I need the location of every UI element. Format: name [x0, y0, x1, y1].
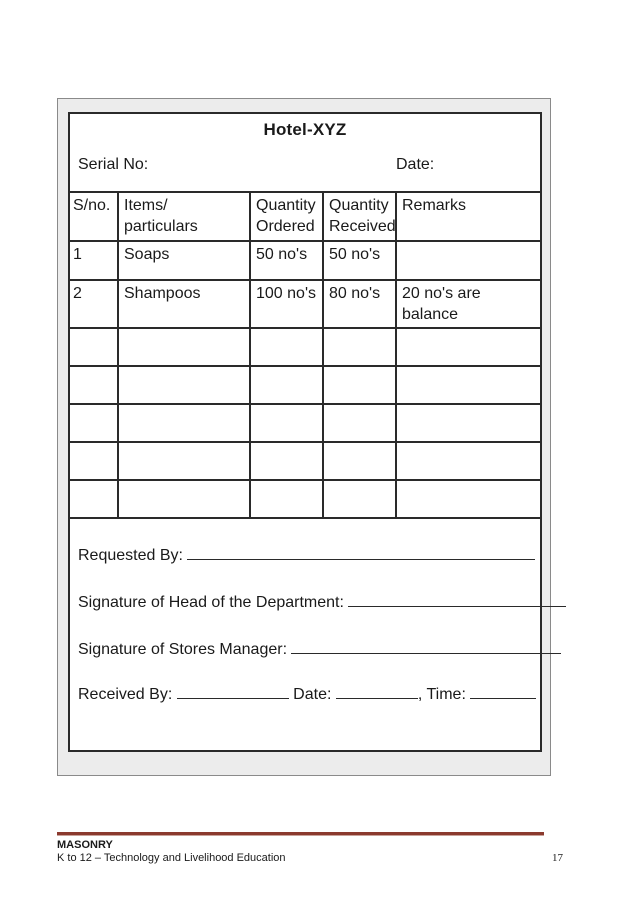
table-row	[68, 241, 542, 280]
table-cell: 50 no's	[323, 241, 396, 280]
requisition-form	[68, 112, 542, 752]
requested-by-label: Requested By:	[78, 547, 183, 564]
empty-row	[68, 328, 542, 366]
column-header: Quantity Received	[323, 192, 396, 241]
page-number: 17	[552, 852, 563, 864]
received-time-line	[470, 684, 536, 699]
stores-signature-field	[78, 639, 561, 659]
table-cell: 2	[68, 280, 118, 328]
received-by-line	[177, 684, 289, 699]
column-header: Items/ particulars	[118, 192, 250, 241]
head-signature-line	[348, 592, 566, 607]
empty-row	[68, 442, 542, 480]
table-cell: 80 no's	[323, 280, 396, 328]
form-title: Hotel-XYZ	[263, 120, 347, 139]
received-by-field: Received By: Date: , Time:	[78, 684, 536, 704]
empty-row	[68, 404, 542, 442]
head-signature-label: Signature of Head of the Department:	[78, 594, 344, 611]
received-date-line	[336, 684, 418, 699]
empty-row	[68, 480, 542, 518]
received-date-label: Date:	[293, 686, 332, 703]
column-header: Remarks	[396, 192, 542, 241]
footer-title: MASONRY	[57, 839, 113, 851]
table-cell: 20 no's are balance	[396, 280, 542, 328]
received-time-label: Time:	[426, 686, 466, 703]
table-row	[68, 280, 542, 328]
table-cell	[396, 241, 542, 280]
empty-row	[68, 366, 542, 404]
requested-by-line	[187, 545, 535, 560]
table-cell: 50 no's	[250, 241, 323, 280]
items-table	[68, 191, 542, 519]
table-cell: 1	[68, 241, 118, 280]
received-by-label: Received By:	[78, 686, 173, 703]
head-signature-field	[78, 592, 566, 612]
footer-subtitle: K to 12 – Technology and Livelihood Education	[57, 852, 286, 864]
table-cell: Soaps	[118, 241, 250, 280]
stores-signature-line	[291, 639, 561, 654]
column-header: S/no.	[68, 192, 118, 241]
table-header-row	[68, 192, 542, 241]
stores-signature-label: Signature of Stores Manager:	[78, 641, 288, 658]
table-cell: Shampoos	[118, 280, 250, 328]
table-cell: 100 no's	[250, 280, 323, 328]
serial-no-label: Serial No:	[78, 156, 149, 173]
footer-rule-shadow	[57, 835, 544, 836]
date-label: Date:	[396, 156, 435, 173]
requested-by-field	[78, 545, 535, 565]
column-header: Quantity Ordered	[250, 192, 323, 241]
